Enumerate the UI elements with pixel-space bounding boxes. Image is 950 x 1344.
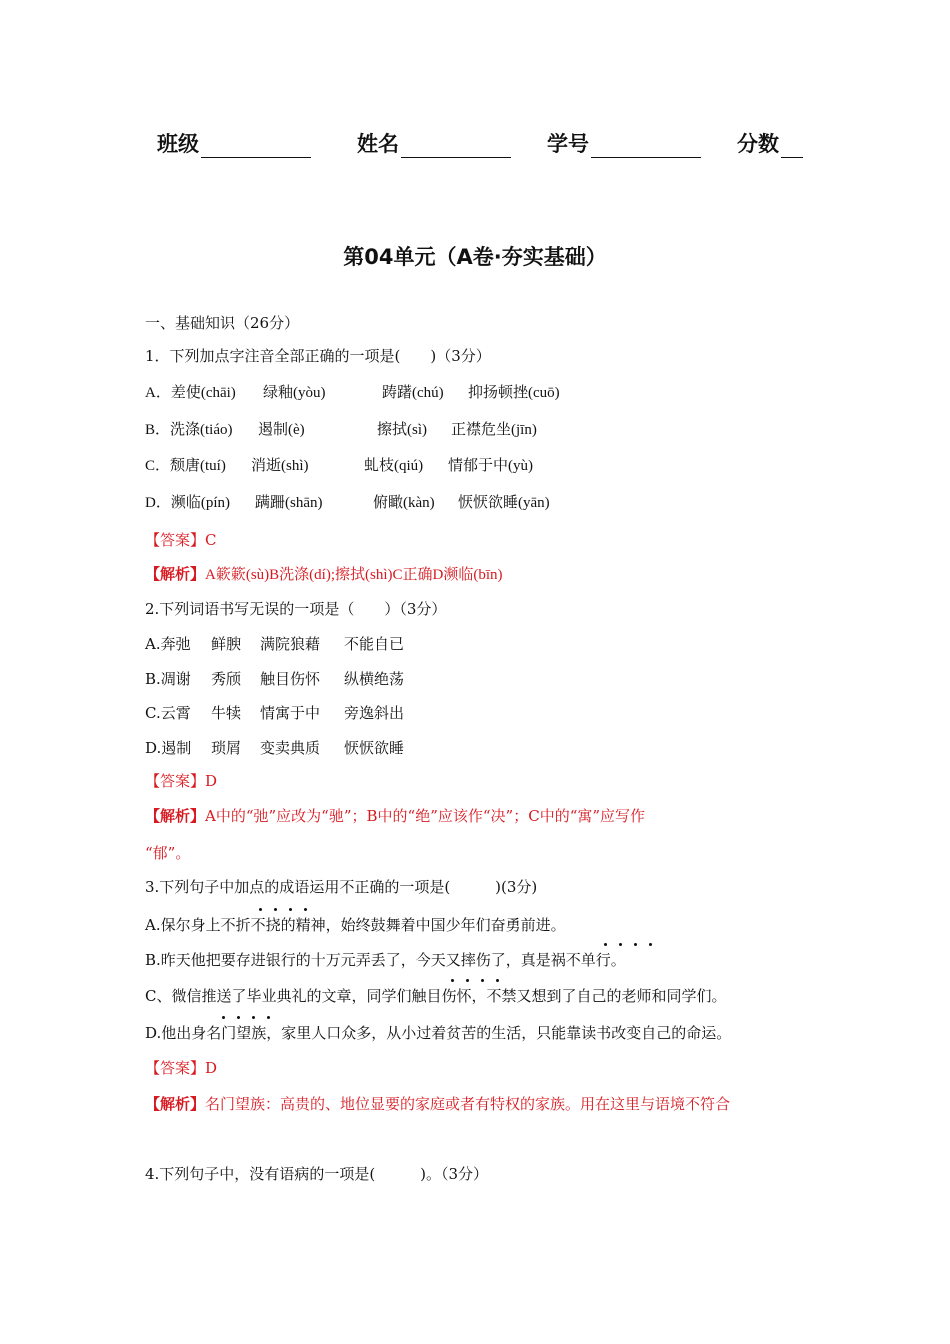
q2-stem: 2.下列词语书写无误的一项是（ ）（3分） [145, 600, 447, 618]
q1-analysis: 【解析】A簌簌(sù)B洗涤(dí);擦拭(shì)C正确D濒临(bīn) [145, 565, 503, 583]
q3-stem: 3.下列句子中加点的成语运用不正确的一项是( )(3分) [145, 878, 538, 896]
q2-answer: 【答案】D [145, 772, 218, 790]
student-info-header [157, 128, 817, 158]
q3-option-d: D.他出身名门望族，家里人口众多，从小过着贫苦的生活，只能靠读书改变自己的命运。 [145, 1024, 732, 1042]
q4-stem: 4.下列句子中，没有语病的一项是( )。（3分） [145, 1165, 489, 1183]
student-id-field[interactable]: 学号 [547, 128, 737, 158]
q2-analysis-cont: “郁”。 [145, 844, 191, 862]
q3-answer: 【答案】D [145, 1059, 218, 1077]
name-field[interactable]: 姓名 [357, 128, 547, 158]
score-field[interactable]: 分数 [737, 128, 803, 158]
q3-option-b: B.昨天他把要存进银行的十万元弄丢了，今天又摔伤了，真是祸不单行。 [145, 951, 626, 969]
q3-option-c: C、微信推送了毕业典礼的文章，同学们触目伤怀，不禁又想到了自己的老师和同学们。 [145, 987, 727, 1005]
q1-stem: 1．下列加点字注音全部正确的一项是( )（3分） [145, 347, 491, 365]
page-title: 第04单元（A卷·夯实基础） [343, 245, 607, 269]
class-field[interactable]: 班级 [157, 128, 357, 158]
q1-answer: 【答案】C [145, 531, 217, 549]
section-heading: 一、基础知识（26分） [145, 314, 300, 332]
q3-analysis: 【解析】名门望族：高贵的、地位显要的家庭或者有特权的家族。用在这里与语境不符合 [145, 1095, 731, 1113]
q2-analysis: 【解析】A中的“弛”应改为“驰”；B中的“绝”应该作“决”；C中的“寓”应写作 [145, 807, 646, 825]
q3-option-a: A.保尔身上不折不挠的精神，始终鼓舞着中国少年们奋勇前进。 [145, 916, 566, 934]
